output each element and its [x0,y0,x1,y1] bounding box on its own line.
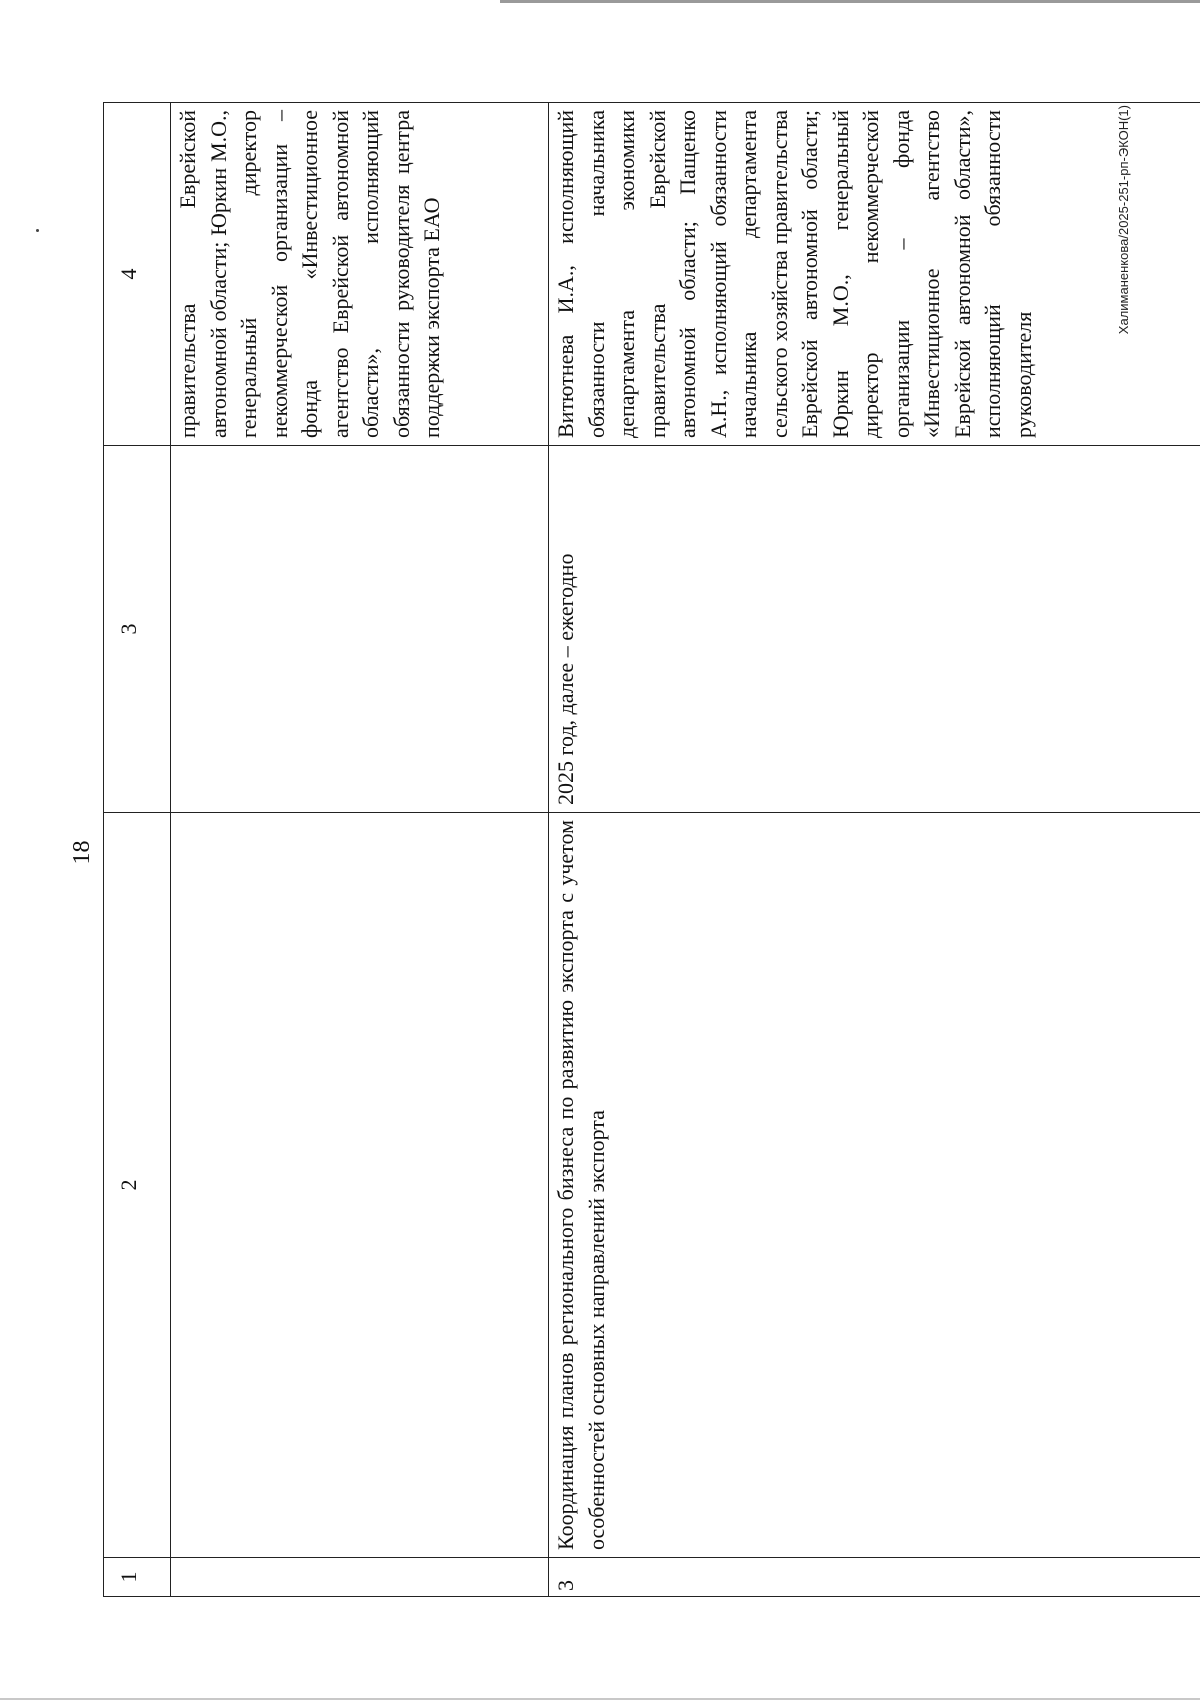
deadline-cell: 2025 год, далее – ежегодно [549,446,1200,813]
row-number-cell [171,1558,549,1597]
table-row [171,103,549,1597]
page-number: 18 [69,840,95,865]
header-cell-3: 3 [104,446,171,813]
responsible-cell: Витютнева И.А., исполняющий обязанности начальника департамента экономики правительства Еврейской автономной области; Пащенко А.Н., исполняющий обязанности начальника департамента сельского хозяйства правительства Еврейской автономной области; Юркин М.О., генеральный директор некоммерческой организации – фонда «Инвестиционное агентство Еврейской автономной области», исполняющий обязанности руководителя [549,103,1200,446]
header-cell-4: 4 [104,103,171,446]
header-cell-1: 1 [104,1558,171,1597]
responsible-cell: правительства Еврейской автономной области; Юркин М.О., генеральный директор некоммерческой организации – фонда «Инвестиционное агентство Еврейской автономной области», исполняющий обязанности руководителя центра поддержки экспорта ЕАО [171,103,549,446]
row-number-cell: 3 [549,1558,1200,1597]
measure-cell: Координация планов регионального бизнеса по развитию экспорта с учетом особенностей основных направлений экспорта [549,813,1200,1558]
measure-cell [171,813,549,1558]
document-footer-code: Халиманенкова/2025-251-рп-ЭКОН(1) [1116,105,1131,335]
table-row [549,103,1200,1597]
table-header-row [104,103,171,1597]
measures-table [103,102,1200,1597]
header-cell-2: 2 [104,813,171,1558]
deadline-cell [171,446,549,813]
